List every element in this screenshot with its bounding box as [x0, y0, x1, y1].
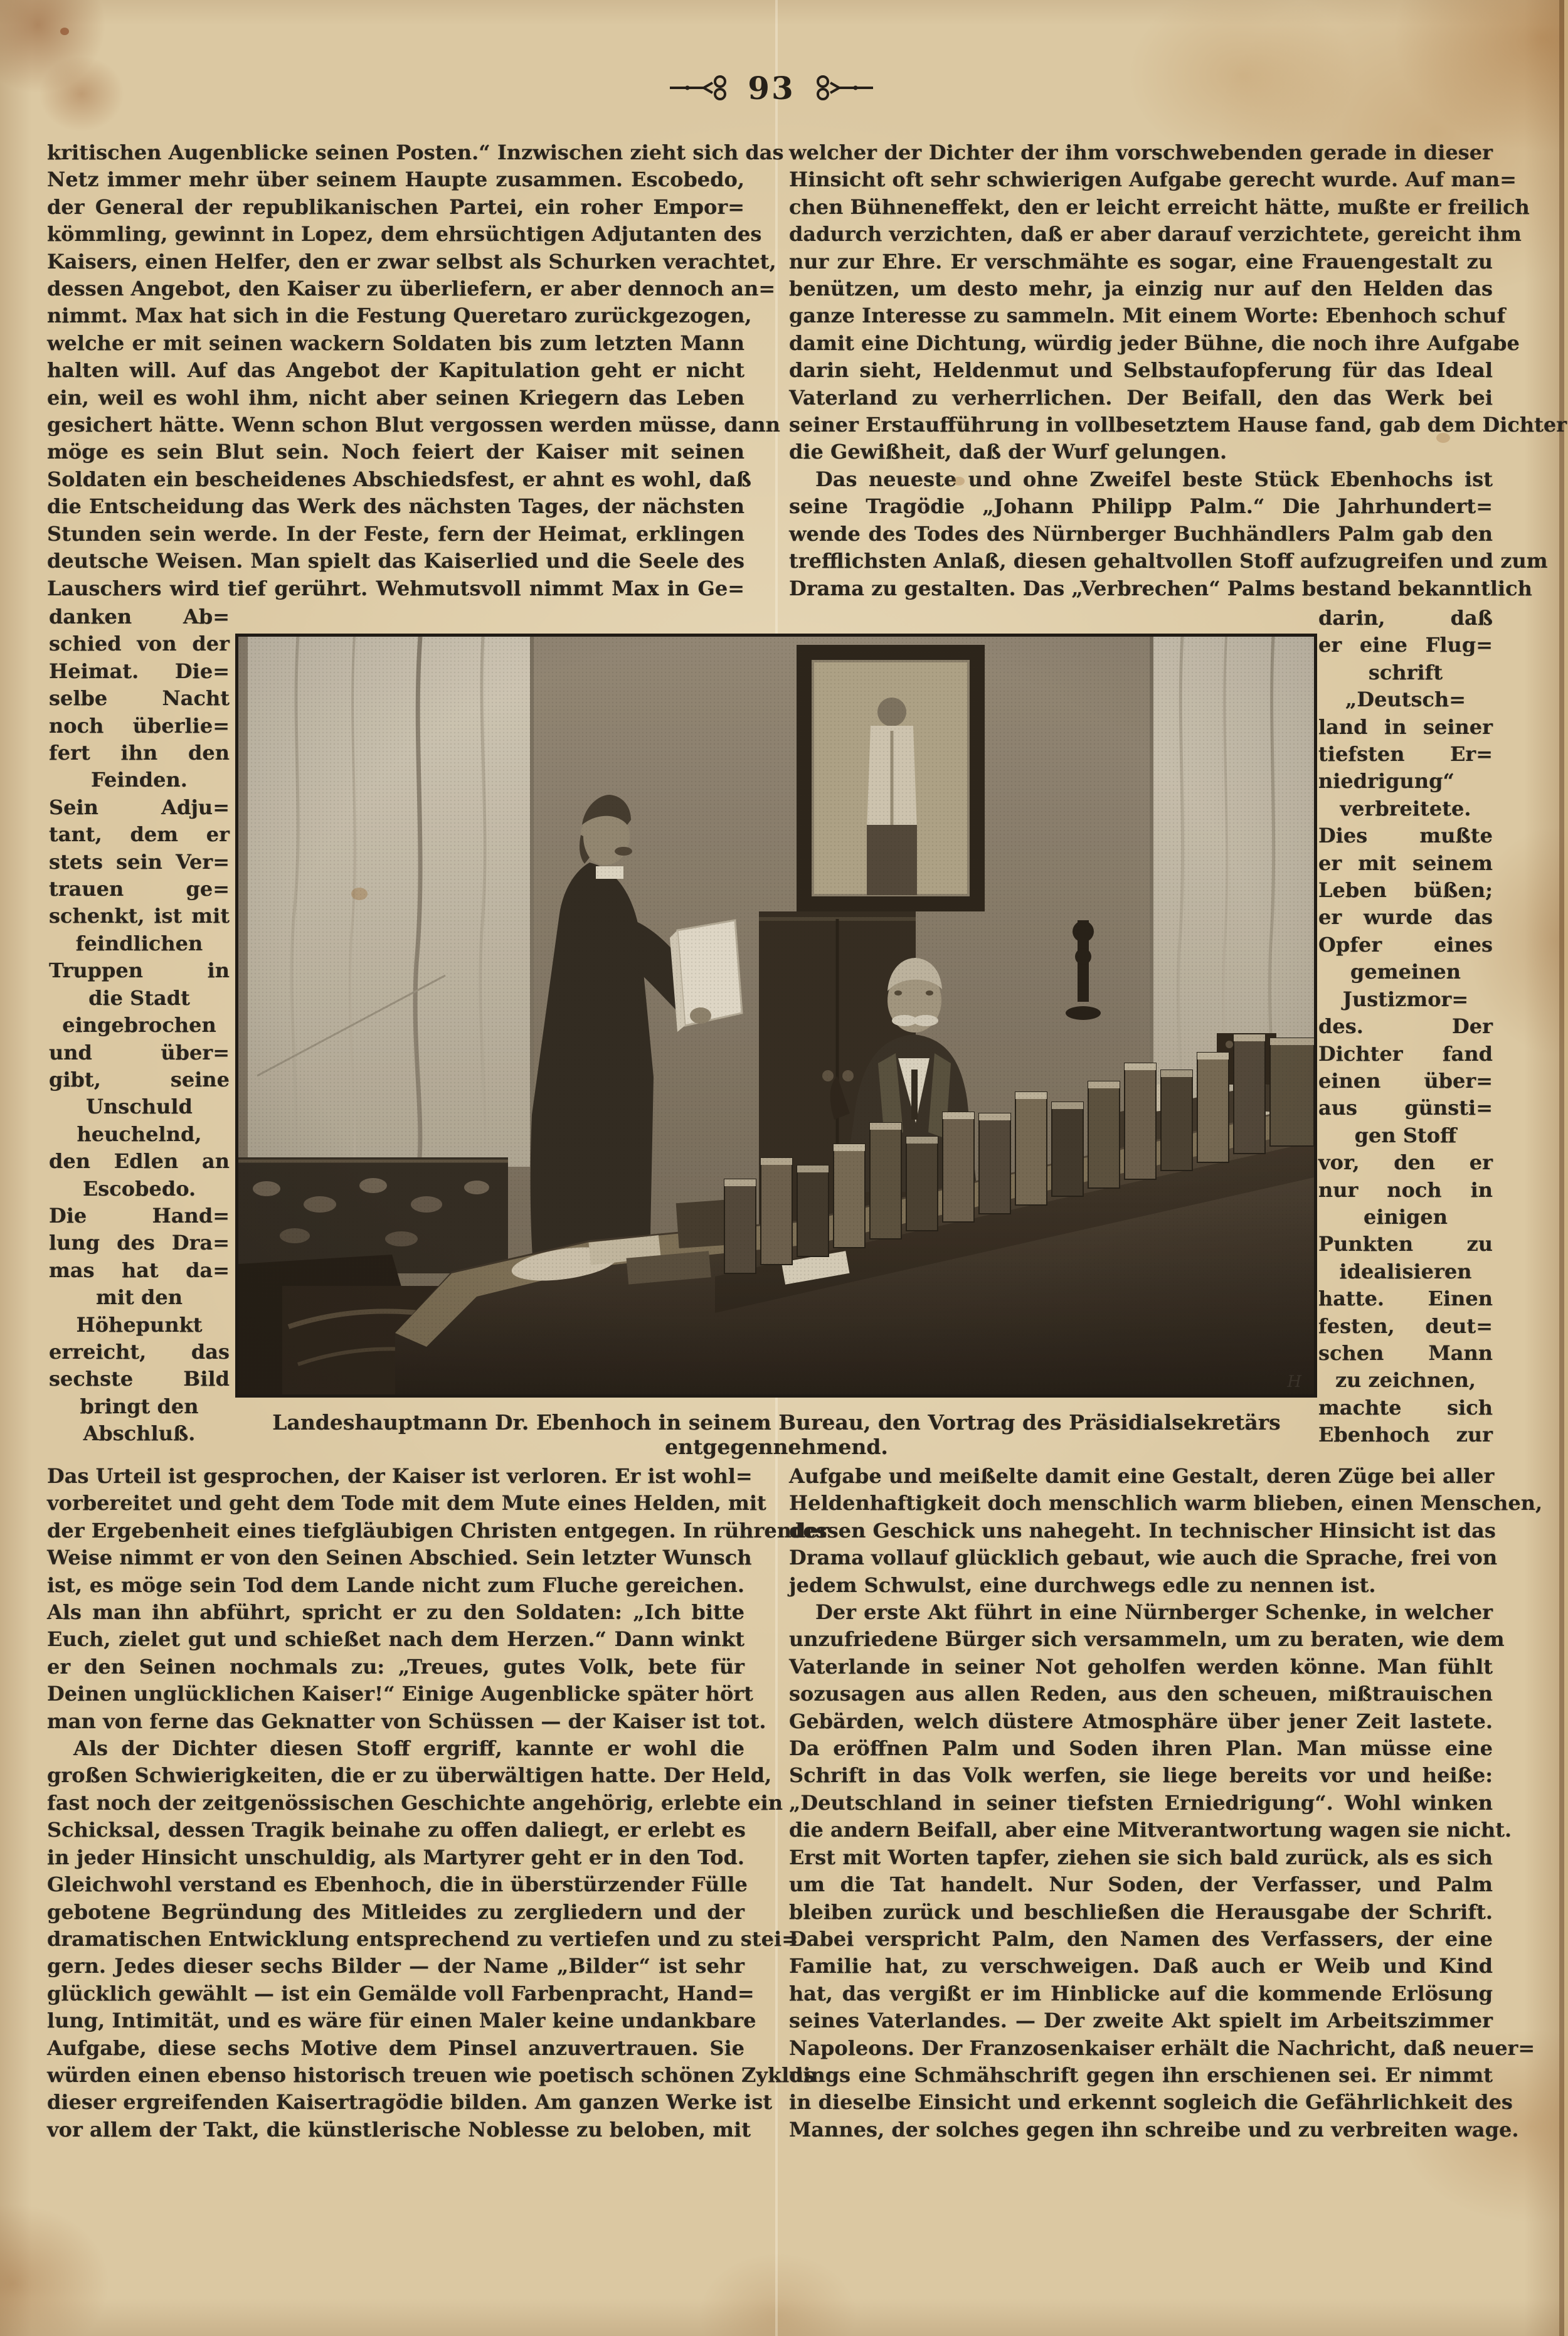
- text-line: „Deutsch=: [1345, 688, 1466, 712]
- column-right-bottom: [789, 1463, 1543, 2143]
- text-line: schen Mann: [1318, 1341, 1493, 1365]
- text-line: Da eröffnen Palm und Soden ihren Plan. Man müsse eine: [789, 1736, 1493, 1761]
- text-line: Drama vollauf glücklich gebaut, wie auch die Sprache, frei von: [789, 1546, 1498, 1570]
- foxing-speck: [60, 28, 69, 35]
- text-line: dessen Angebot, den Kaiser zu überliefern, er aber dennoch an=: [47, 277, 776, 301]
- column-right-narrow: [1318, 605, 1493, 1449]
- text-line: darin, daß: [1318, 606, 1493, 630]
- page-header: [640, 63, 903, 113]
- text-line: möge es sein Blut sein. Noch feiert der Kaiser mit seinen: [47, 440, 744, 464]
- text-line: Aufgabe und meißelte damit eine Gestalt, deren Züge bei aller: [789, 1464, 1495, 1488]
- column-left-bottom: [47, 1463, 829, 2143]
- text-line: schied von der: [49, 632, 230, 656]
- text-line: chen Bühneneffekt, den er leicht erreicht hätte, mußte er freilich: [789, 194, 1530, 219]
- text-line: erreicht, das: [49, 1339, 230, 1364]
- text-line: lung, Intimität, und es wäre für einen Maler keine undankbare: [47, 2009, 756, 2033]
- text-line: gemeinen: [1350, 960, 1461, 984]
- text-line: bleiben zurück und beschließen die Herausgabe der Schrift.: [789, 1899, 1493, 1924]
- text-line: Sein Adju=: [49, 795, 230, 819]
- ornament-arrow-right-icon: [812, 74, 874, 102]
- text-line: einigen: [1364, 1204, 1448, 1229]
- text-line: Heldenhaftigkeit doch menschlich warm blieben, einen Menschen,: [789, 1491, 1543, 1516]
- text-line: Deinen unglücklichen Kaiser!“ Einige Augenblicke später hört: [47, 1682, 753, 1706]
- text-line: trauen ge=: [49, 877, 230, 901]
- text-line: Vaterlande in seiner Not geholfen werden könne. Man fühlt: [789, 1654, 1493, 1679]
- text-line: nur zur Ehre. Er verschmähte es sogar, eine Frauengestalt zu: [789, 249, 1493, 273]
- text-line: benützen, um desto mehr, ja einzig nur auf den Helden das: [789, 277, 1493, 301]
- text-line: dings eine Schmähschrift gegen ihn erschienen sei. Er nimmt: [789, 2063, 1493, 2087]
- text-line: vorbereitet und geht dem Tode mit dem Mute eines Helden, mit: [47, 1491, 766, 1516]
- text-line: gern. Jedes dieser sechs Bilder — der Name „Bilder“ ist sehr: [47, 1954, 744, 1978]
- text-line: Leben büßen;: [1318, 878, 1493, 903]
- text-line: damit eine Dichtung, würdig jeder Bühne, die noch ihre Aufgabe: [789, 331, 1520, 355]
- column-left-narrow: [49, 603, 230, 1448]
- text-line: bringt den: [80, 1394, 199, 1418]
- text-line: Escobedo.: [82, 1176, 196, 1201]
- text-line: gesichert hätte. Wenn schon Blut vergossen werden müsse, dann: [47, 413, 780, 437]
- text-line: fast noch der zeitgenössischen Geschichte angehörig, erlebte ein: [47, 1790, 783, 1815]
- text-line: Kaisers, einen Helfer, den er zwar selbst als Schurken verachtet,: [47, 249, 776, 273]
- text-line: Truppen in: [49, 958, 230, 983]
- text-line: stets sein Ver=: [49, 849, 230, 874]
- text-line: Heimat. Die=: [49, 659, 230, 683]
- text-line: vor allem der Takt, die künstlerische Noblesse zu beloben, mit: [47, 2117, 751, 2142]
- text-line: kritischen Augenblicke seinen Posten.“ Inzwischen zieht sich das: [47, 141, 784, 164]
- text-line: halten will. Auf das Angebot der Kapitulation geht er nicht: [47, 358, 744, 383]
- artist-monogram: H: [1287, 1372, 1301, 1391]
- text-line: würden einen ebenso historisch treuen wie poetisch schönen Zyklus: [47, 2063, 815, 2087]
- text-line: die andern Beifall, aber eine Mitverantwortung wagen sie nicht.: [789, 1818, 1512, 1842]
- text-line: Dabei verspricht Palm, den Namen des Verfassers, der eine: [789, 1926, 1493, 1951]
- text-line: zu zeichnen,: [1335, 1368, 1476, 1393]
- text-line: Familie hat, zu verschweigen. Daß auch er Weib und Kind: [789, 1954, 1493, 1978]
- text-line: seine Tragödie „Johann Philipp Palm.“ Die Jahrhundert=: [789, 494, 1493, 519]
- text-line: noch überlie=: [49, 713, 230, 738]
- text-line: nimmt. Max hat sich in die Festung Queretaro zurückgezogen,: [47, 304, 752, 328]
- text-line: Soldaten ein bescheidenes Abschiedsfest, er ahnt es wohl, daß: [47, 467, 751, 491]
- text-line: einen über=: [1318, 1068, 1493, 1093]
- photo-ebenhoch-bureau: [235, 634, 1317, 1398]
- text-line: schenkt, ist mit: [49, 904, 230, 928]
- text-line: seiner Erstaufführung in vollbesetztem Hause fand, gab dem Dichter: [789, 413, 1567, 437]
- text-line: gen Stoff: [1354, 1123, 1457, 1147]
- photo-caption: Landeshauptmann Dr. Ebenhoch in seinem Bureau, den Vortrag des Präsidialsekretärs entgegennehmend.: [272, 1410, 1281, 1459]
- page-number: 93: [748, 69, 795, 107]
- text-line: Ebenhoch zur: [1318, 1423, 1493, 1447]
- text-line: hat, das vergißt er im Hinblicke auf die kommende Erlösung: [789, 1981, 1493, 2005]
- text-line: heuchelnd,: [77, 1122, 202, 1146]
- column-right-top: [789, 139, 1567, 602]
- text-line: Schrift in das Volk werfen, sie liege bereits vor und heiße:: [789, 1763, 1493, 1788]
- text-line: darin sieht, Heldenmut und Selbstaufopferung für das Ideal: [789, 358, 1493, 383]
- text-line: welcher der Dichter der ihm vorschwebenden gerade in dieser: [789, 141, 1493, 164]
- text-line: dessen Geschick uns nahegeht. In technischer Hinsicht ist das: [789, 1518, 1496, 1542]
- foxing-speck: [1436, 433, 1450, 443]
- text-line: den Edlen an: [49, 1149, 230, 1174]
- text-line: gibt, seine: [49, 1067, 230, 1091]
- text-line: der General der republikanischen Partei, ein roher Empor=: [47, 194, 744, 219]
- text-line: Als der Dichter diesen Stoff ergriff, kannte er wohl die: [73, 1736, 744, 1761]
- text-line: kömmling, gewinnt in Lopez, dem ehrsüchtigen Adjutanten des: [47, 222, 762, 247]
- text-line: Höhepunkt: [76, 1312, 203, 1337]
- text-line: wende des Todes des Nürnberger Buchhändlers Palm gab den: [789, 521, 1493, 546]
- text-line: schrift: [1368, 660, 1443, 684]
- text-line: Justizmor=: [1342, 987, 1469, 1011]
- text-line: Dichter fand: [1318, 1041, 1493, 1066]
- column-left-top: [47, 139, 784, 602]
- text-line: Weise nimmt er von den Seinen Abschied. Sein letzter Wunsch: [47, 1546, 752, 1570]
- text-line: er den Seinen nochmals zu: „Treues, gutes Volk, bete für: [47, 1654, 744, 1679]
- photo-scene: [238, 637, 1314, 1394]
- text-line: der Ergebenheit eines tiefgläubigen Christen entgegen. In rührender: [47, 1518, 829, 1542]
- text-line: verbreitete.: [1340, 796, 1471, 820]
- text-line: fert ihn den: [49, 741, 230, 765]
- text-line: „Deutschland in seiner tiefsten Erniedrigung“. Wohl winken: [789, 1790, 1493, 1815]
- text-line: Vaterland zu verherrlichen. Der Beifall, den das Werk bei: [789, 385, 1493, 410]
- text-line: ein, weil es wohl ihm, nicht aber seinen Kriegern das Leben: [47, 385, 744, 410]
- text-line: Aufgabe, diese sechs Motive dem Pinsel anzuvertrauen. Sie: [47, 2036, 744, 2060]
- text-line: tant, dem er: [49, 822, 230, 847]
- text-line: er eine Flug=: [1318, 633, 1493, 657]
- text-line: Gebärden, welch düstere Atmosphäre über jener Zeit lastete.: [789, 1709, 1493, 1733]
- text-line: Hinsicht oft sehr schwierigen Aufgabe gerecht wurde. Auf man=: [789, 167, 1517, 192]
- text-line: Netz immer mehr über seinem Haupte zusammen. Escobedo,: [47, 167, 744, 192]
- text-line: hatte. Einen: [1318, 1287, 1493, 1311]
- text-line: man von ferne das Geknatter von Schüssen — der Kaiser ist tot.: [47, 1709, 766, 1733]
- text-line: des. Der: [1318, 1014, 1493, 1039]
- text-line: festen, deut=: [1318, 1314, 1493, 1338]
- text-line: Das neueste und ohne Zweifel beste Stück Ebenhochs ist: [815, 467, 1493, 491]
- text-line: Stunden sein werde. In der Feste, fern der Heimat, erklingen: [47, 521, 744, 546]
- text-line: Erst mit Worten tapfer, ziehen sie sich bald zurück, als es sich: [789, 1845, 1493, 1869]
- text-line: großen Schwierigkeiten, die er zu überwältigen hatte. Der Held,: [47, 1763, 772, 1788]
- text-line: selbe Nacht: [49, 686, 230, 711]
- text-line: danken Ab=: [49, 605, 230, 629]
- text-line: die Entscheidung das Werk des nächsten Tages, der nächsten: [47, 494, 744, 519]
- text-line: dieser ergreifenden Kaisertragödie bilden. Am ganzen Werke ist: [47, 2090, 773, 2115]
- text-line: land in seiner: [1318, 714, 1493, 739]
- text-line: niedrigung“: [1318, 769, 1454, 794]
- foxing-speck: [351, 888, 368, 900]
- text-line: Opfer eines: [1318, 932, 1493, 957]
- text-line: Als man ihn abführt, spricht er zu den Soldaten: „Ich bitte: [47, 1600, 744, 1625]
- text-line: in jeder Hinsicht unschuldig, als Martyrer geht er in den Tod.: [47, 1845, 744, 1869]
- text-line: in dieselbe Einsicht und erkennt sogleich die Gefährlichkeit des: [789, 2090, 1513, 2115]
- text-line: unzufriedene Bürger sich versammeln, um zu beraten, wie dem: [789, 1627, 1505, 1652]
- text-line: welche er mit seinen wackern Soldaten bis zum letzten Mann: [47, 331, 744, 355]
- text-line: aus günsti=: [1318, 1096, 1493, 1120]
- text-line: eingebrochen: [62, 1013, 216, 1038]
- ornament-arrow-left-icon: [669, 74, 731, 102]
- text-line: tiefsten Er=: [1318, 742, 1493, 767]
- text-line: Punkten zu: [1318, 1232, 1493, 1256]
- text-line: Napoleons. Der Franzosenkaiser erhält die Nachricht, daß neuer=: [789, 2036, 1535, 2060]
- text-line: er mit seinem: [1318, 851, 1493, 875]
- text-line: ist, es möge sein Tod dem Lande nicht zum Fluche gereichen.: [47, 1573, 744, 1597]
- text-line: lung des Dra=: [49, 1231, 230, 1255]
- text-line: Das Urteil ist gesprochen, der Kaiser ist verloren. Er ist wohl=: [47, 1464, 753, 1488]
- text-line: Euch, zielet gut und schießet nach dem Herzen.“ Dann winkt: [47, 1627, 744, 1652]
- text-line: mit den: [96, 1285, 183, 1310]
- text-line: jedem Schwulst, eine durchwegs edle zu nennen ist.: [789, 1573, 1376, 1597]
- text-line: und über=: [49, 1040, 230, 1064]
- text-line: Schicksal, dessen Tragik beinahe zu offen daliegt, er erlebt es: [47, 1818, 746, 1842]
- text-line: Die Hand=: [49, 1203, 230, 1228]
- text-line: dramatischen Entwicklung entsprechend zu vertiefen und zu stei=: [47, 1926, 798, 1951]
- text-line: Abschluß.: [83, 1421, 196, 1446]
- text-line: feindlichen: [75, 931, 203, 955]
- text-line: machte sich: [1318, 1395, 1493, 1420]
- text-line: die Gewißheit, daß der Wurf gelungen.: [789, 440, 1227, 464]
- text-line: Unschuld: [86, 1095, 193, 1119]
- text-line: er wurde das: [1318, 905, 1493, 930]
- text-line: sozusagen aus allen Reden, aus den scheuen, mißtrauischen: [789, 1682, 1493, 1706]
- text-line: seines Vaterlandes. — Der zweite Akt spielt im Arbeitszimmer: [789, 2009, 1493, 2033]
- text-line: sechste Bild: [49, 1367, 230, 1391]
- text-line: ganze Interesse zu sammeln. Mit einem Worte: Ebenhoch schuf: [789, 304, 1506, 328]
- text-line: dadurch verzichten, daß er aber darauf verzichtete, gereicht ihm: [789, 222, 1522, 247]
- text-line: Drama zu gestalten. Das „Verbrechen“ Palms bestand bekanntlich: [789, 576, 1532, 600]
- text-line: Mannes, der solches gegen ihn schreibe und zu verbreiten wage.: [789, 2117, 1519, 2142]
- foxing-speck: [953, 477, 965, 486]
- text-line: die Stadt: [88, 985, 190, 1010]
- text-line: um die Tat handelt. Nur Soden, der Verfasser, und Palm: [789, 1872, 1493, 1897]
- text-line: gebotene Begründung des Mitleides zu zergliedern und der: [47, 1899, 744, 1924]
- text-line: Dies mußte: [1318, 824, 1493, 848]
- text-line: vor, den er: [1318, 1150, 1493, 1175]
- text-line: Feinden.: [91, 768, 188, 792]
- text-line: deutsche Weisen. Man spielt das Kaiserlied und die Seele des: [47, 549, 744, 573]
- text-line: Lauschers wird tief gerührt. Wehmutsvoll nimmt Max in Ge=: [47, 576, 744, 600]
- text-line: glücklich gewählt — ist ein Gemälde voll Farbenpracht, Hand=: [47, 1981, 755, 2005]
- text-line: Der erste Akt führt in eine Nürnberger Schenke, in welcher: [815, 1600, 1493, 1625]
- text-line: nur noch in: [1318, 1177, 1493, 1202]
- text-line: idealisieren: [1339, 1259, 1472, 1283]
- vignette: [238, 637, 1314, 1394]
- text-line: trefflichsten Anlaß, diesen gehaltvollen Stoff aufzugreifen und zum: [789, 549, 1548, 573]
- text-line: mas hat da=: [49, 1258, 230, 1282]
- text-line: Gleichwohl verstand es Ebenhoch, die in überstürzender Fülle: [47, 1872, 748, 1897]
